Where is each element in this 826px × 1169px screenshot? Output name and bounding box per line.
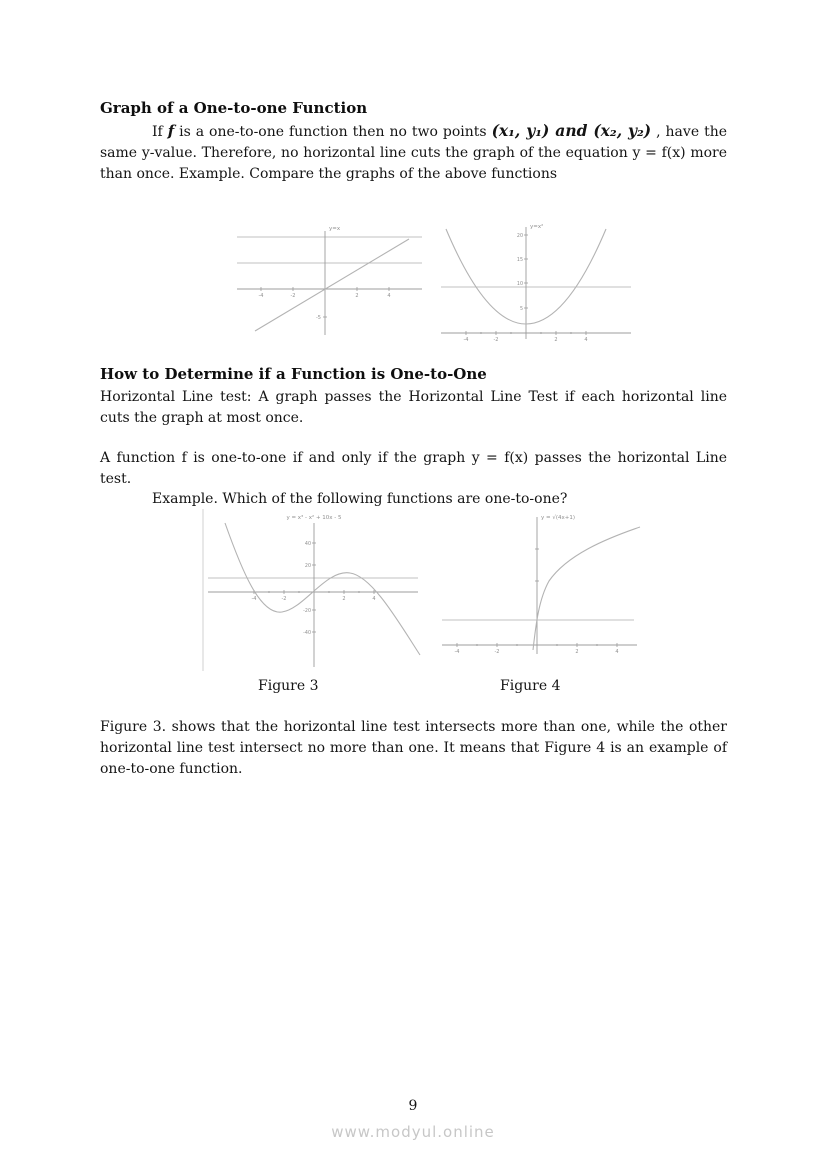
cubic-curve [225, 523, 420, 655]
fig2-ytick-label: 20 [516, 234, 523, 239]
fig1-xtick-label: 2 [355, 293, 359, 299]
fig4-xtick-label: 4 [615, 649, 619, 655]
fig3-xtick-label: -2 [281, 596, 287, 602]
horizontal-line-test-paragraph: Horizontal Line test: A graph passes the Horizontal Line Test if each horizontal line cuts the graph at most once. [100, 389, 727, 426]
line-y-equals-x-curve [255, 239, 409, 331]
fig4-xtick-label: -4 [454, 649, 460, 655]
fig1-xtick-label: -4 [258, 293, 264, 299]
fig1-xtick-label: -2 [290, 293, 296, 299]
one-to-one-definition-paragraph: A function f is one-to-one if and only if the graph y = f(x) passes the horizontal Line test. [100, 450, 727, 487]
intro-math-points: (x₁, y₁) and (x₂, y₂) [491, 121, 652, 140]
figure4-caption: Figure 4 [500, 678, 561, 694]
fig2-ytick-label: 5 [519, 307, 523, 312]
fig4-xtick-label: 2 [575, 649, 579, 655]
fig2-xtick-label: -4 [463, 337, 469, 343]
section1-heading: Graph of a One-to-one Function [100, 99, 368, 117]
fig1-function-label: y=x [329, 226, 341, 232]
fig3-ytick-label: 20 [304, 564, 311, 569]
fig1-xtick-label: 4 [387, 293, 391, 299]
fig4-function-label: y = √(4x+1) [541, 515, 576, 521]
fig1-ytick-label: -5 [316, 315, 321, 321]
fig3-ytick-label: -40 [303, 631, 311, 636]
intro-f-symbol: f [167, 122, 175, 140]
example-prompt-paragraph: Example. Which of the following functions are one-to-one? [152, 491, 568, 507]
fig2-xtick-label: 2 [554, 337, 558, 343]
fig3-ytick-label: -20 [303, 609, 311, 614]
figure2-graph-y-equals-x-squared [441, 221, 631, 345]
figure1-graph-y-equals-x [237, 221, 422, 343]
fig3-ytick-label: 40 [304, 542, 311, 547]
square-root-curve [533, 527, 640, 650]
closing-paragraph: Figure 3. shows that the horizontal line test intersects more than one, while the other horizontal line test intersect no more than one. It means that Figure 4 is an example of one-to-one function. [100, 719, 727, 777]
page-number: 9 [408, 1098, 418, 1114]
fig3-xtick-label: 2 [342, 596, 346, 602]
intro-text-1: If [152, 124, 168, 140]
fig4-xtick-label: -2 [494, 649, 500, 655]
fig2-function-label: y=x² [530, 224, 544, 230]
intro-paragraph [100, 120, 727, 185]
fig2-xtick-label: 4 [584, 337, 588, 343]
fig3-xtick-label: 4 [372, 596, 376, 602]
section2-heading: How to Determine if a Function is One-to-One [100, 365, 487, 383]
watermark-text: www.modyul.online [331, 1123, 495, 1141]
fig2-ytick-label: 10 [516, 282, 523, 287]
figure4-graph-square-root [437, 511, 642, 661]
fig2-xtick-label: -2 [493, 337, 499, 343]
fig3-function-label: y = x³ - x² + 10x - 5 [286, 515, 342, 521]
intro-text-3: , have the same y-value. Therefore, no horizontal line cuts the graph of the equation y = f(x) more than once. Example. Compare the graphs of the above functions [100, 124, 727, 182]
figure3-graph-cubic [202, 509, 422, 671]
figure3-caption: Figure 3 [258, 678, 319, 694]
fig2-ytick-label: 15 [516, 258, 523, 263]
intro-text-2: is a one-to-one function then no two points [174, 124, 492, 140]
fig3-xtick-label: -4 [251, 596, 257, 602]
